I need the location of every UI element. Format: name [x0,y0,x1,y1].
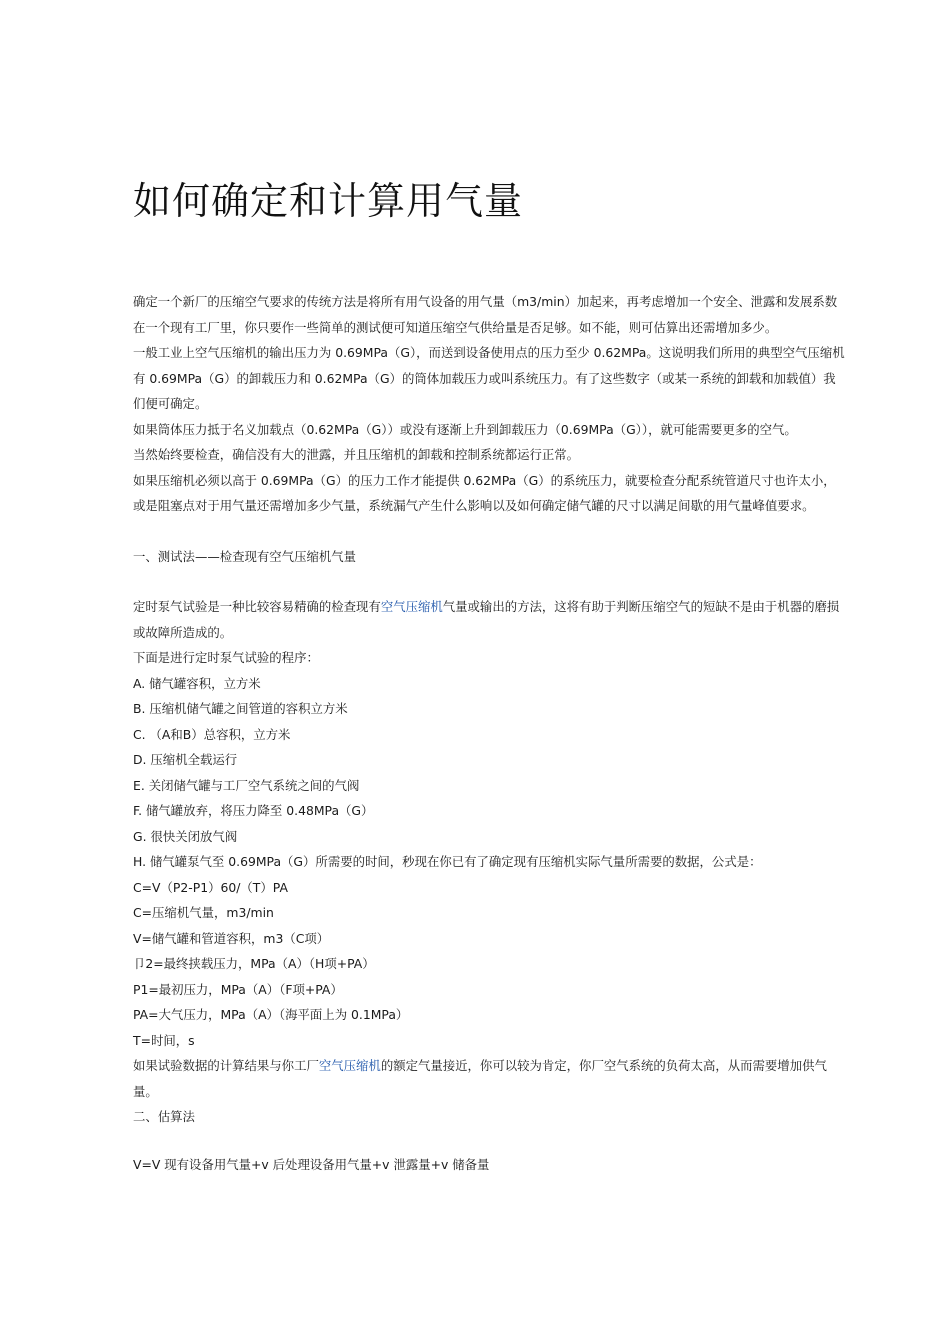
text-segment: 如果试验数据的计算结果与你工厂 [133,1058,319,1073]
step-item-g: G. 很快关闭放气阀 [133,828,238,844]
text-segment: 的额定气量接近，你可以较为肯定，你厂空气系统的负荷太高，从而需要增加供气量。 [133,1058,827,1099]
page-title: 如何确定和计算用气量 [133,179,524,224]
paragraph-test-result [133,1053,845,1104]
step-item-h: H. 储气罐泵气至 0.69MPa（G）所需要的时间，秒现在你已有了确定现有压缩机实际气量所需要的数据，公式是： [133,854,762,869]
formula-line: T=时间，s [133,1032,195,1048]
formula-line: PA=大气压力，MPa（A）（海平面上为 0.1MPa） [133,1007,409,1022]
section-heading-estimation: 二、估算法 [133,1109,195,1124]
formula-line: P1=最初压力，MPa（A）（F项+PA） [133,981,343,997]
formula-estimation: V=V 现有设备用气量+v 后处理设备用气量+v 泄露量+v 储备量 [133,1156,490,1172]
step-item-b: B. 压缩机储气罐之间管道的容积立方米 [133,701,348,716]
paragraph-procedure-intro: 下面是进行定时泵气试验的程序： [133,650,319,665]
text-segment: 气量或输出的方法，这将有助于判断压缩空气的短缺不是由于机器的磨损或故障所造成的。 [133,599,840,640]
step-item-e: E. 关闭储气罐与工厂空气系统之间的气阀 [133,777,360,793]
paragraph-pressure: 一般工业上空气压缩机的输出压力为 0.69MPa（G），而送到设备使用点的压力至少 0.62MPa。这说明我们所用的典型空气压缩机有 0.69MPa（G）的卸载压力和 0.62MPa（G）的筒体加载压力或叫系统压力。有了这些数字（或某一系统的卸载和加载值）我们便可确定。 [133,345,845,411]
formula-line: C=压缩机气量，m3/min [133,905,274,920]
paragraph-more-air: 如果筒体压力抵于名义加载点（0.62MPa（G））或没有逐渐上升到卸载压力（0.69MPa（G）），就可能需要更多的空气。 [133,421,797,437]
paragraph-timed-pump-test [133,594,845,645]
paragraph-check-leaks: 当然始终要检查，确信没有大的泄露，并且压缩机的卸载和控制系统都运行正常。 [133,447,580,462]
step-item-a: A. 储气罐容积，立方米 [133,675,261,691]
formula-line: C=V（P2-P1）60/（T）PA [133,879,288,895]
formula-line: 卩2=最终挟载压力，MPa（A）（H项+PA） [133,956,375,971]
paragraph-pipe-size: 如果压缩机必须以高于 0.69MPa（G）的压力工作才能提供 0.62MPa（G）的系统压力，就要检查分配系统管道尺寸也许太小，或是阻塞点对于用气量还需增加多少气量，系统漏气产生什么影响以及如何确定储气罐的尺寸以满足间歇的用气量峰值要求。 [133,472,836,513]
paragraph-intro: 确定一个新厂的压缩空气要求的传统方法是将所有用气设备的用气量（m3/min）加起来，再考虑增加一个安全、泄露和发展系数 [133,294,838,309]
paragraph-existing-plant: 在一个现有工厂里，你只要作一些简单的测试便可知道压缩空气供给量是否足够。如不能，则可估算出还需增加多少。 [133,319,778,335]
step-item-c: C. （A和B）总容积，立方米 [133,726,291,742]
formula-line: V=储气罐和管道容积，m3（C项） [133,930,330,946]
step-item-f: F. 储气罐放弃，将压力降至 0.48MPa（G） [133,803,374,818]
air-compressor-link[interactable]: 空气压缩机 [380,599,443,614]
step-item-d: D. 压缩机全载运行 [133,752,238,767]
text-segment: 定时泵气试验是一种比较容易精确的检查现有 [133,599,381,614]
section-heading-test-method: 一、测试法——检查现有空气压缩机气量 [133,548,357,564]
air-compressor-link[interactable]: 空气压缩机 [318,1058,381,1073]
document-body [133,289,845,1177]
